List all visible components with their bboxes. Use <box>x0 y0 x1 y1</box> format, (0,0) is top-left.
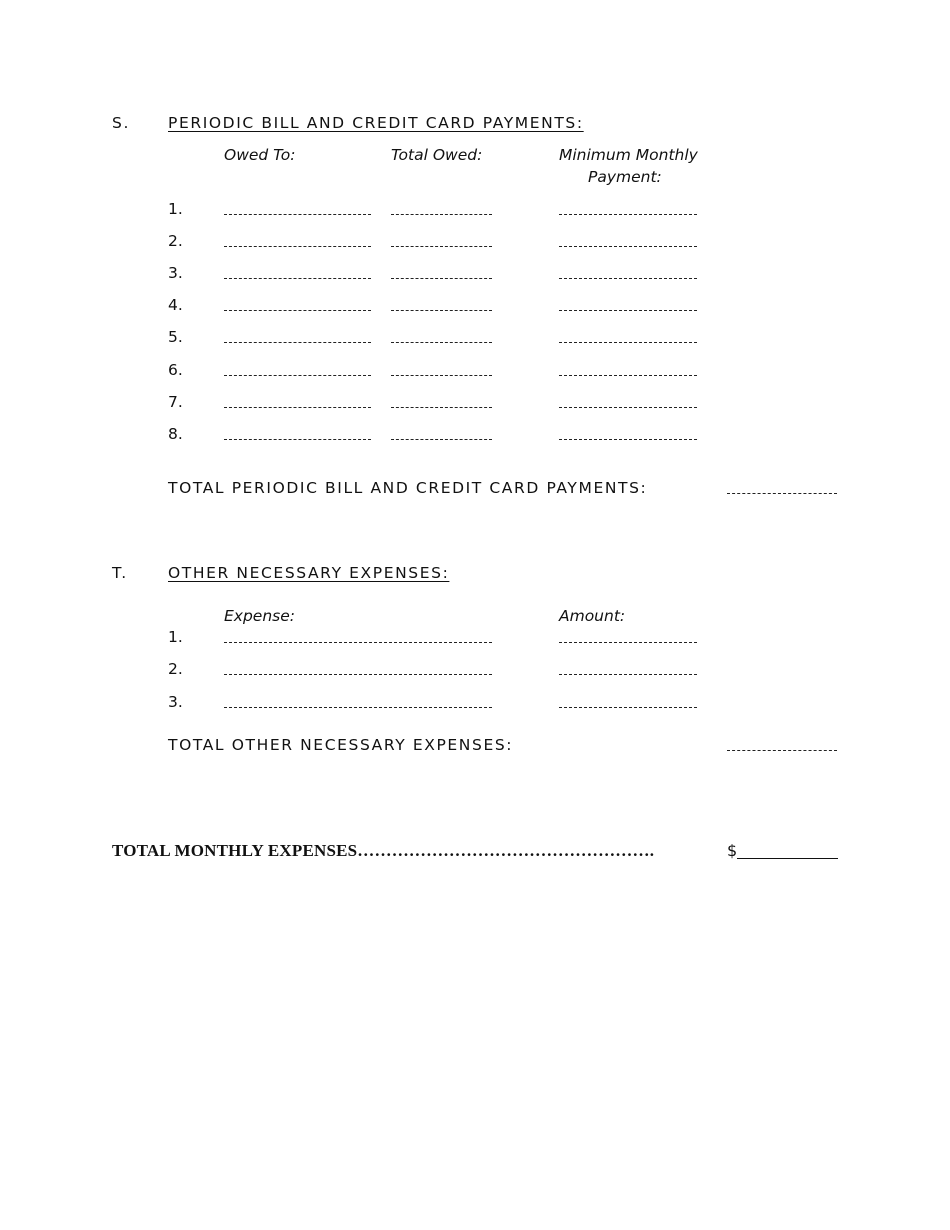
section-s-letter: S. <box>112 114 130 132</box>
row-number: 2. <box>168 232 183 250</box>
total-owed-header: Total Owed: <box>391 146 483 164</box>
amount-field[interactable] <box>559 674 697 675</box>
minimum-payment-field[interactable] <box>559 278 697 279</box>
row-number: 3. <box>168 264 183 282</box>
row-number: 4. <box>168 296 183 314</box>
minimum-payment-header-line2: Payment: <box>588 168 662 186</box>
row-number: 1. <box>168 200 183 218</box>
owed-to-field[interactable] <box>224 342 371 343</box>
section-t-title: OTHER NECESSARY EXPENSES: <box>168 564 450 582</box>
total-owed-field[interactable] <box>391 342 492 343</box>
minimum-payment-field[interactable] <box>559 375 697 376</box>
row-number: 5. <box>168 328 183 346</box>
minimum-payment-field[interactable] <box>559 246 697 247</box>
minimum-payment-field[interactable] <box>559 342 697 343</box>
expense-field[interactable] <box>224 674 492 675</box>
row-number: 8. <box>168 425 183 443</box>
section-t-letter: T. <box>112 564 128 582</box>
expense-field[interactable] <box>224 642 492 643</box>
section-s-total-label: TOTAL PERIODIC BILL AND CREDIT CARD PAYMENTS: <box>168 479 648 497</box>
owed-to-field[interactable] <box>224 439 371 440</box>
minimum-payment-field[interactable] <box>559 310 697 311</box>
section-t-total-field[interactable] <box>727 750 837 751</box>
minimum-payment-field[interactable] <box>559 407 697 408</box>
total-owed-field[interactable] <box>391 214 492 215</box>
total-owed-field[interactable] <box>391 375 492 376</box>
amount-header: Amount: <box>559 607 626 625</box>
owed-to-field[interactable] <box>224 407 371 408</box>
owed-to-field[interactable] <box>224 246 371 247</box>
grand-total-label: TOTAL MONTHLY EXPENSES……………………………………………. <box>112 841 655 860</box>
row-number: 6. <box>168 361 183 379</box>
row-number: 7. <box>168 393 183 411</box>
owed-to-field[interactable] <box>224 310 371 311</box>
expense-header: Expense: <box>224 607 295 625</box>
owed-to-header: Owed To: <box>224 146 296 164</box>
currency-symbol: $ <box>727 841 738 860</box>
section-s-title: PERIODIC BILL AND CREDIT CARD PAYMENTS: <box>168 114 584 132</box>
section-s-total-field[interactable] <box>727 493 837 494</box>
row-number: 3. <box>168 693 183 711</box>
minimum-payment-header-line1: Minimum Monthly <box>559 146 698 164</box>
grand-total-field[interactable] <box>737 858 838 859</box>
total-owed-field[interactable] <box>391 407 492 408</box>
amount-field[interactable] <box>559 642 697 643</box>
total-owed-field[interactable] <box>391 310 492 311</box>
section-t-total-label: TOTAL OTHER NECESSARY EXPENSES: <box>168 736 514 754</box>
row-number: 2. <box>168 660 183 678</box>
minimum-payment-field[interactable] <box>559 439 697 440</box>
owed-to-field[interactable] <box>224 214 371 215</box>
total-owed-field[interactable] <box>391 246 492 247</box>
owed-to-field[interactable] <box>224 375 371 376</box>
total-owed-field[interactable] <box>391 278 492 279</box>
minimum-payment-field[interactable] <box>559 214 697 215</box>
owed-to-field[interactable] <box>224 278 371 279</box>
amount-field[interactable] <box>559 707 697 708</box>
expense-field[interactable] <box>224 707 492 708</box>
row-number: 1. <box>168 628 183 646</box>
total-owed-field[interactable] <box>391 439 492 440</box>
